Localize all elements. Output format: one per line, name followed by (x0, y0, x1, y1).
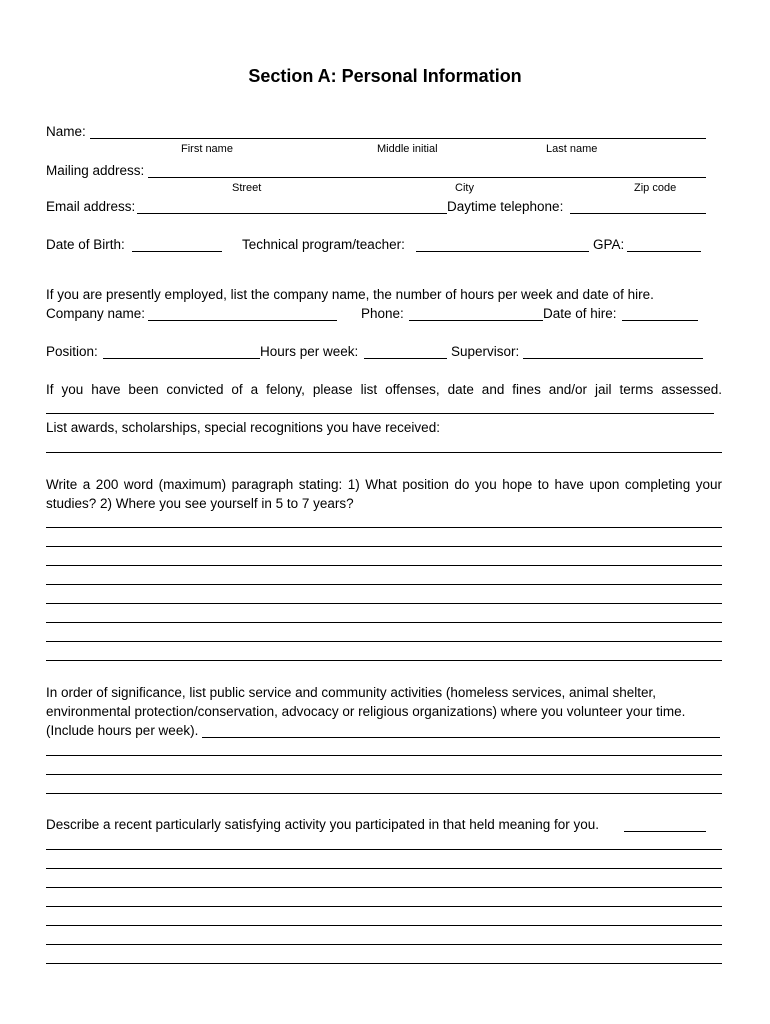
street-caption: Street (232, 182, 262, 194)
essay-answer-line[interactable] (46, 603, 722, 604)
service-answer-line[interactable] (46, 774, 722, 775)
activity-answer-line[interactable] (46, 849, 722, 850)
essay-question-line-1: Write a 200 word (maximum) paragraph stating: 1) What position do you hope to have upon completing your (46, 477, 722, 492)
name-label: Name: (46, 124, 86, 139)
technical-program-label: Technical program/teacher: (242, 237, 405, 252)
essay-answer-line[interactable] (46, 546, 722, 547)
essay-answer-line[interactable] (46, 527, 722, 528)
zip-code-caption: Zip code (634, 182, 677, 194)
essay-answer-line[interactable] (46, 660, 722, 661)
felony-answer-line[interactable] (46, 413, 714, 414)
technical-program-field[interactable] (416, 251, 589, 252)
date-of-hire-label: Date of hire: (543, 306, 617, 321)
company-phone-field[interactable] (409, 320, 543, 321)
last-name-caption: Last name (546, 143, 598, 155)
supervisor-field[interactable] (523, 358, 703, 359)
activity-question: Describe a recent particularly satisfying activity you participated in that held meaning for you. (46, 817, 600, 832)
activity-answer-line[interactable] (46, 944, 722, 945)
service-question-line-3: (Include hours per week). (46, 723, 199, 738)
position-field[interactable] (103, 358, 260, 359)
activity-answer-line[interactable] (46, 887, 722, 888)
page-title: Section A: Personal Information (248, 66, 522, 86)
activity-answer-line[interactable] (624, 831, 706, 832)
awards-question: List awards, scholarships, special recognitions you have received: (46, 420, 440, 435)
activity-answer-line[interactable] (46, 963, 722, 964)
employment-instructions: If you are presently employed, list the company name, the number of hours per week and date of hire. (46, 287, 654, 302)
daytime-telephone-field[interactable] (570, 213, 706, 214)
date-of-birth-field[interactable] (132, 251, 222, 252)
hours-per-week-label: Hours per week: (260, 344, 359, 359)
company-name-field[interactable] (148, 320, 337, 321)
mailing-address-field[interactable] (148, 177, 706, 178)
company-phone-label: Phone: (361, 306, 404, 321)
essay-answer-line[interactable] (46, 641, 722, 642)
middle-initial-caption: Middle initial (377, 143, 438, 155)
activity-answer-line[interactable] (46, 925, 722, 926)
essay-answer-line[interactable] (46, 565, 722, 566)
first-name-caption: First name (181, 143, 233, 155)
date-of-hire-field[interactable] (622, 320, 698, 321)
mailing-address-label: Mailing address: (46, 163, 145, 178)
activity-answer-line[interactable] (46, 906, 722, 907)
company-name-label: Company name: (46, 306, 146, 321)
date-of-birth-label: Date of Birth: (46, 237, 125, 252)
gpa-field[interactable] (627, 251, 701, 252)
essay-answer-line[interactable] (46, 584, 722, 585)
email-address-label: Email address: (46, 199, 136, 214)
service-answer-line[interactable] (46, 793, 722, 794)
awards-answer-line[interactable] (46, 452, 722, 453)
service-answer-line[interactable] (202, 737, 720, 738)
service-question-line-1: In order of significance, list public service and community activities (homeless services, animal shelter, (46, 685, 656, 700)
essay-answer-line[interactable] (46, 622, 722, 623)
daytime-telephone-label: Daytime telephone: (447, 199, 564, 214)
essay-question-line-2: studies? 2) Where you see yourself in 5 to 7 years? (46, 496, 354, 511)
service-answer-line[interactable] (46, 755, 722, 756)
hours-per-week-field[interactable] (364, 358, 447, 359)
name-field[interactable] (90, 138, 706, 139)
felony-question: If you have been convicted of a felony, please list offenses, date and fines and/or jail terms assessed. (46, 382, 722, 397)
email-address-field[interactable] (137, 213, 447, 214)
activity-answer-line[interactable] (46, 868, 722, 869)
city-caption: City (455, 182, 474, 194)
gpa-label: GPA: (593, 237, 625, 252)
position-label: Position: (46, 344, 98, 359)
supervisor-label: Supervisor: (451, 344, 520, 359)
service-question-line-2: environmental protection/conservation, advocacy or religious organizations) where you volunteer your time. (46, 704, 686, 719)
